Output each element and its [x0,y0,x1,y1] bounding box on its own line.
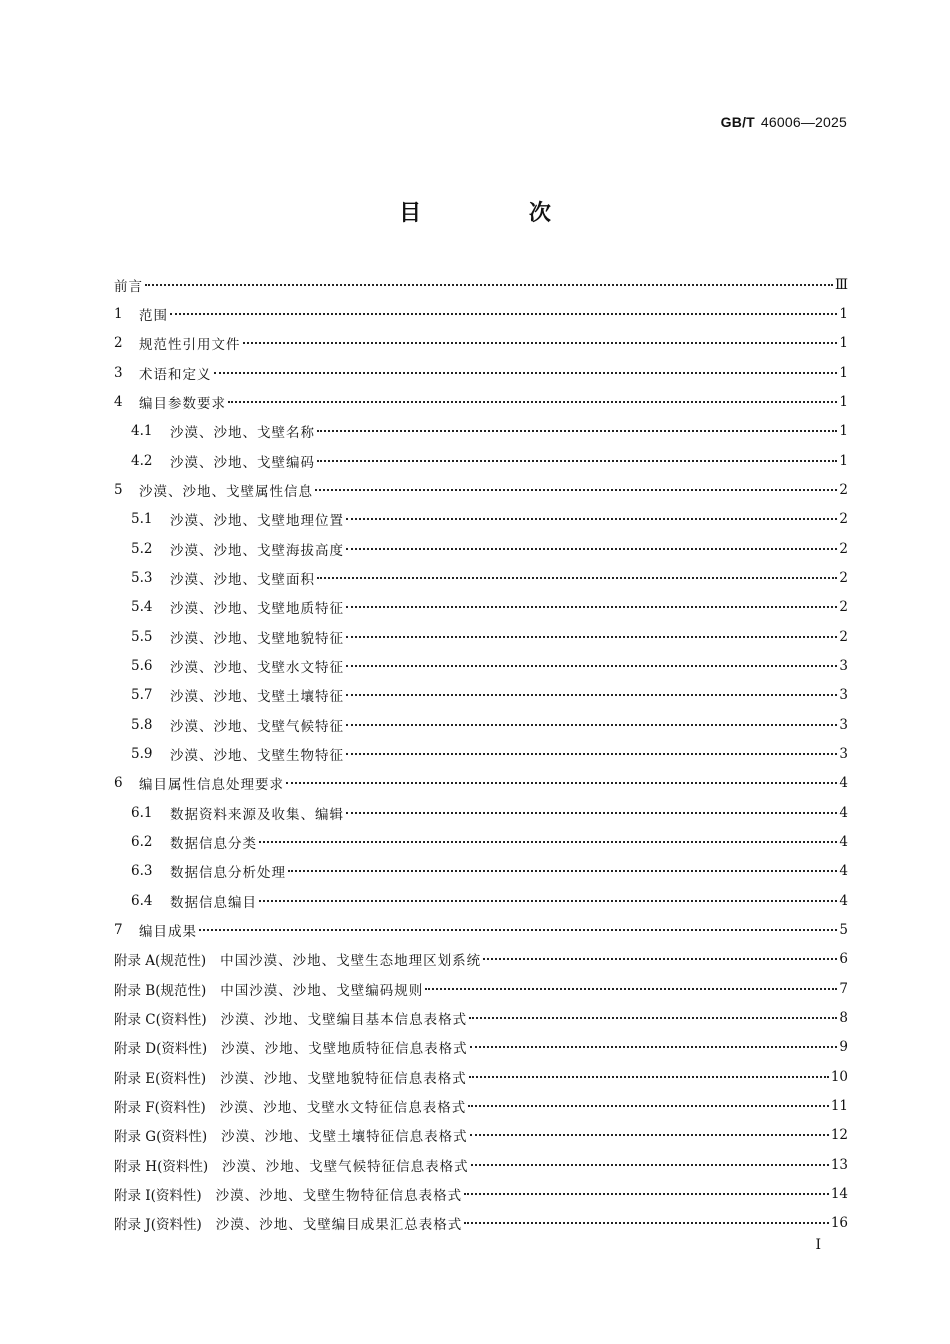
toc-entry-label: 沙漠、沙地、戈壁编码 [170,454,315,471]
toc-entry-label: 沙漠、沙地、戈壁地貌特征信息表格式 [220,1070,467,1087]
toc-entry-label: 数据信息编目 [170,894,257,911]
toc-entry-page: 10 [830,1068,848,1085]
toc-entry[interactable] [114,358,848,387]
standard-number-value: 46006—2025 [760,114,847,130]
dot-leader [346,636,837,638]
dot-leader [346,812,837,814]
toc-entry-number: 1 [114,305,123,322]
toc-entry-page: 9 [839,1039,848,1056]
toc-entry-label: 沙漠、沙地、戈壁编目基本信息表格式 [220,1011,468,1028]
toc-entry-number: 6 [114,775,123,792]
toc-entry-page: 2 [839,511,848,528]
toc-entry-number: 附录 C [114,1011,156,1028]
dot-leader [214,372,838,374]
dot-leader [468,1105,829,1107]
toc-entry-page: 2 [839,599,848,616]
dot-leader [346,606,837,608]
toc-entry-page: 1 [839,393,848,410]
toc-entry-page: 1 [839,364,848,381]
toc-entry-label: 沙漠、沙地、戈壁属性信息 [139,483,313,500]
toc-entry[interactable] [114,1091,848,1120]
dot-leader [259,841,837,843]
toc-entry[interactable] [114,534,848,563]
toc-entry-number: 6.4 [131,892,153,909]
toc-entry[interactable] [114,945,848,974]
dot-leader [469,1076,829,1078]
toc-entry-number: 5.3 [131,569,153,586]
toc-entry-number: 5.5 [131,628,153,645]
table-of-contents [114,270,848,1238]
dot-leader [286,782,837,784]
toc-entry-label: 沙漠、沙地、戈壁名称 [170,425,315,442]
toc-entry-label: 沙漠、沙地、戈壁水文特征 [170,659,344,676]
toc-entry-label: 规范性引用文件 [139,337,241,354]
toc-entry[interactable] [114,387,848,416]
toc-entry[interactable] [114,974,848,1003]
dot-leader [346,518,837,520]
toc-entry-number: 5.8 [131,716,153,733]
toc-entry[interactable] [114,710,848,739]
toc-entry[interactable] [114,563,848,592]
toc-entry-number: 2 [114,335,123,352]
dot-leader [317,577,837,579]
dot-leader [346,694,837,696]
dot-leader [346,724,837,726]
toc-entry-nature: (资料性) [154,1099,206,1116]
toc-entry-number: 3 [114,364,123,381]
toc-entry[interactable] [114,593,848,622]
toc-entry-nature: (资料性) [157,1158,209,1175]
toc-entry-number: 附录 E [114,1070,156,1087]
toc-entry-page: 14 [830,1185,848,1202]
toc-entry[interactable] [114,299,848,328]
toc-entry[interactable] [114,769,848,798]
dot-leader [470,1046,838,1048]
toc-entry-number: 附录 H [114,1158,158,1175]
toc-entry-nature: (资料性) [155,1011,207,1028]
toc-entry-page: 12 [830,1127,848,1144]
toc-entry-label: 沙漠、沙地、戈壁土壤特征 [170,689,344,706]
toc-entry[interactable] [114,681,848,710]
toc-entry[interactable] [114,1209,848,1238]
toc-entry-label: 编目成果 [139,923,197,940]
toc-entry-label: 沙漠、沙地、戈壁生物特征信息表格式 [215,1187,463,1204]
toc-entry-nature: (资料性) [156,1041,208,1058]
toc-entry[interactable] [114,270,848,299]
toc-entry-number: 4 [114,393,123,410]
toc-entry-nature: (资料性) [150,1187,202,1204]
toc-entry-label: 沙漠、沙地、戈壁生物特征 [170,747,344,764]
dot-leader [469,1017,837,1019]
toc-entry-page: 2 [839,628,848,645]
toc-entry-page: 13 [830,1156,848,1173]
dot-leader [346,548,837,550]
toc-entry[interactable] [114,886,848,915]
dot-leader [288,870,837,872]
dot-leader [317,460,837,462]
dot-leader [464,1193,829,1195]
toc-entry-page: 7 [839,980,848,997]
toc-entry-number: 5.4 [131,599,153,616]
page-title: 目 次 [399,201,601,226]
toc-entry-number: 5.6 [131,657,153,674]
toc-entry[interactable] [114,329,848,358]
toc-entry-number: 附录 G [114,1129,157,1146]
toc-entry[interactable] [114,857,848,886]
toc-entry-number: 附录 J [114,1217,151,1234]
toc-entry-page: 8 [839,1009,848,1026]
toc-entry-label: 沙漠、沙地、戈壁面积 [170,571,315,588]
toc-entry[interactable] [114,446,848,475]
toc-entry[interactable] [114,475,848,504]
toc-entry-number: 附录 A [114,953,156,970]
toc-entry[interactable] [114,1121,848,1150]
toc-entry[interactable] [114,1150,848,1179]
dot-leader [346,665,837,667]
toc-entry-page: 6 [839,951,848,968]
toc-entry-page: 11 [830,1097,848,1114]
toc-entry[interactable] [114,417,848,446]
toc-entry-page: 3 [839,716,848,733]
toc-entry[interactable] [114,739,848,768]
toc-entry-label: 沙漠、沙地、戈壁海拔高度 [170,542,344,559]
toc-entry-page: 1 [839,452,848,469]
page-number: Ⅰ [815,1237,821,1253]
toc-entry[interactable] [114,505,848,534]
toc-entry-page: 1 [839,305,848,322]
toc-entry[interactable] [114,827,848,856]
toc-entry-page: 2 [839,569,848,586]
toc-entry-page: 4 [839,804,848,821]
toc-entry-label: 编目参数要求 [139,395,226,412]
toc-entry[interactable] [114,622,848,651]
toc-entry-page: 2 [839,540,848,557]
toc-entry-number: 6.1 [131,804,153,821]
dot-leader [483,958,837,960]
dot-leader [425,988,837,990]
dot-leader [464,1222,829,1224]
toc-entry-label: 前言 [114,278,143,295]
toc-entry-number: 7 [114,921,123,938]
toc-entry-page: Ⅲ [834,276,848,293]
dot-leader [346,753,837,755]
toc-entry-label: 术语和定义 [139,366,212,383]
dot-leader [199,929,837,931]
toc-entry-page: 3 [839,745,848,762]
toc-entry-nature: (资料性) [150,1217,202,1234]
toc-entry-number: 6.3 [131,863,153,880]
toc-entry-label: 数据信息分类 [170,835,257,852]
toc-entry-page: 2 [839,481,848,498]
toc-entry[interactable] [114,651,848,680]
toc-entry-number: 附录 I [114,1187,151,1204]
toc-entry-number: 6.2 [131,833,153,850]
toc-entry-page: 4 [839,833,848,850]
toc-entry-label: 数据信息分析处理 [170,865,286,882]
toc-entry-label: 范围 [139,307,168,324]
standard-number [721,114,847,130]
toc-entry-label: 沙漠、沙地、戈壁地质特征信息表格式 [221,1041,468,1058]
toc-entry-label: 沙漠、沙地、戈壁地质特征 [170,601,344,618]
toc-entry-number: 4.2 [131,452,153,469]
toc-entry-page: 3 [839,687,848,704]
toc-entry-label: 编目属性信息处理要求 [139,777,284,794]
toc-entry-label: 中国沙漠、沙地、戈壁编码规则 [220,982,424,999]
toc-entry-number: 附录 D [114,1041,157,1058]
toc-entry-page: 16 [830,1215,848,1232]
toc-entry-label: 沙漠、沙地、戈壁编目成果汇总表格式 [215,1217,463,1234]
toc-entry[interactable] [114,798,848,827]
dot-leader [259,900,837,902]
toc-entry-label: 沙漠、沙地、戈壁地理位置 [170,513,344,530]
toc-entry-label: 沙漠、沙地、戈壁土壤特征信息表格式 [221,1129,468,1146]
toc-entry[interactable] [114,1179,848,1208]
toc-entry-nature: (资料性) [156,1129,208,1146]
toc-entry-number: 5.2 [131,540,153,557]
toc-entry-label: 数据资料来源及收集、编辑 [170,806,344,823]
toc-entry[interactable] [114,915,848,944]
dot-leader [471,1164,829,1166]
toc-entry-number: 5.1 [131,511,153,528]
toc-entry-nature: (规范性) [155,982,207,999]
dot-leader [228,401,837,403]
toc-entry-label: 沙漠、沙地、戈壁气候特征 [170,718,344,735]
dot-leader [470,1134,829,1136]
dot-leader [145,284,833,286]
toc-entry-number: 附录 B [114,982,156,999]
toc-entry-nature: (规范性) [155,953,207,970]
toc-entry-page: 4 [839,892,848,909]
toc-entry-label: 沙漠、沙地、戈壁气候特征信息表格式 [222,1158,469,1175]
dot-leader [317,430,837,432]
toc-entry-number: 5.9 [131,745,153,762]
toc-entry-number: 5 [114,481,123,498]
toc-entry-number: 5.7 [131,687,153,704]
toc-entry-label: 中国沙漠、沙地、戈壁生态地理区划系统 [220,953,482,970]
toc-entry-page: 4 [839,775,848,792]
toc-entry-page: 1 [839,335,848,352]
toc-entry-nature: (资料性) [155,1070,207,1087]
toc-entry-number: 附录 F [114,1099,155,1116]
toc-entry-label: 沙漠、沙地、戈壁地貌特征 [170,630,344,647]
toc-entry-page: 4 [839,863,848,880]
toc-entry-page: 1 [839,423,848,440]
toc-entry[interactable] [114,1062,848,1091]
toc-entry[interactable] [114,1033,848,1062]
dot-leader [170,313,837,315]
dot-leader [315,489,837,491]
toc-entry-number: 4.1 [131,423,153,440]
toc-entry[interactable] [114,1003,848,1032]
toc-entry-page: 5 [839,921,848,938]
standard-code: GB/T [720,114,755,130]
dot-leader [243,342,838,344]
toc-entry-label: 沙漠、沙地、戈壁水文特征信息表格式 [219,1099,467,1116]
toc-entry-page: 3 [839,657,848,674]
